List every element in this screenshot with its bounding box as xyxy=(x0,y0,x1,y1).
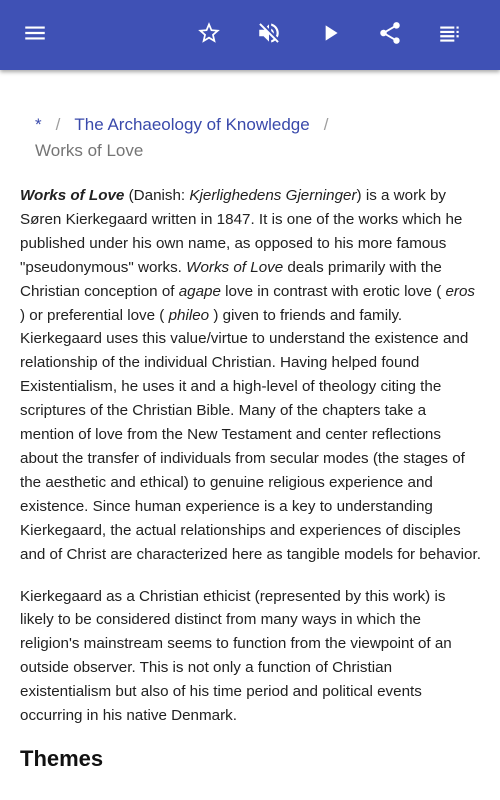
star-outline-icon xyxy=(196,20,222,51)
article-title-inline: Works of Love xyxy=(20,187,125,204)
breadcrumb-root-link[interactable]: * xyxy=(35,115,42,134)
text-run: ) given to friends and family. Kierkegaard uses this value/virtue to understand the existence and relationship of the individual Christian. Having helped found Existentialism, he uses it and a high-level of theology citing the scriptures of the Christian Bible. Many of the chapters take a mention of love from the New Testament and center reflections about the transfer of individuals from secular modes (the stages of the aesthetic and ethical) to genuine religious experience and existence. Since human experience is a key to understanding Kierkegaard, the actual relationships and experiences of disciples and of Christ are characterized here as tangible models for behavior. xyxy=(20,306,481,563)
app-toolbar xyxy=(0,0,500,70)
page-content xyxy=(0,70,500,800)
breadcrumb-current: Works of Love xyxy=(35,141,144,160)
text-run: love in contrast with erotic love ( xyxy=(220,282,446,300)
article-body xyxy=(20,184,482,772)
playlist-button[interactable] xyxy=(428,13,472,57)
play-icon xyxy=(317,20,343,51)
article-paragraph xyxy=(20,184,482,567)
text-run: ) or preferential love ( xyxy=(20,306,169,324)
breadcrumb-separator: / xyxy=(323,115,329,134)
text-run: deals primarily with the Christian conception of xyxy=(20,258,442,300)
term-agape: agape xyxy=(178,282,221,300)
menu-button[interactable] xyxy=(13,13,57,57)
danish-title: Kjerlighedens Gjerninger xyxy=(189,187,357,204)
mute-button[interactable] xyxy=(247,13,291,57)
menu-icon xyxy=(22,20,48,51)
play-button[interactable] xyxy=(308,13,352,57)
section-heading: Themes xyxy=(20,745,104,771)
term-eros: eros xyxy=(445,282,476,300)
volume-off-icon xyxy=(256,20,282,51)
breadcrumb-separator: / xyxy=(55,115,61,134)
article-paragraph: Kierkegaard as a Christian ethicist (represented by this work) is likely to be considered distinct from many ways in which the religion's mainstream seems to function from the viewpoint of an outside observer. This is not only a function of Christian existentialism but also of his time period and political events occurring in his native Denmark. xyxy=(20,587,452,725)
work-title-inline: Works of Love xyxy=(186,258,284,276)
bookmark-button[interactable] xyxy=(187,13,231,57)
share-button[interactable] xyxy=(368,13,412,57)
share-icon xyxy=(377,20,403,51)
text-run: (Danish: xyxy=(124,187,190,204)
text-run: ) is a work by Søren Kierkegaard written in 1847. It is one of the works which he published under his own name, as opposed to his more famous "pseudonymous" works. xyxy=(20,187,463,276)
playlist-icon xyxy=(437,20,463,51)
term-phileo: phileo xyxy=(168,306,210,324)
breadcrumb-parent-link[interactable]: The Archaeology of Knowledge xyxy=(74,115,310,134)
breadcrumb xyxy=(35,112,475,164)
